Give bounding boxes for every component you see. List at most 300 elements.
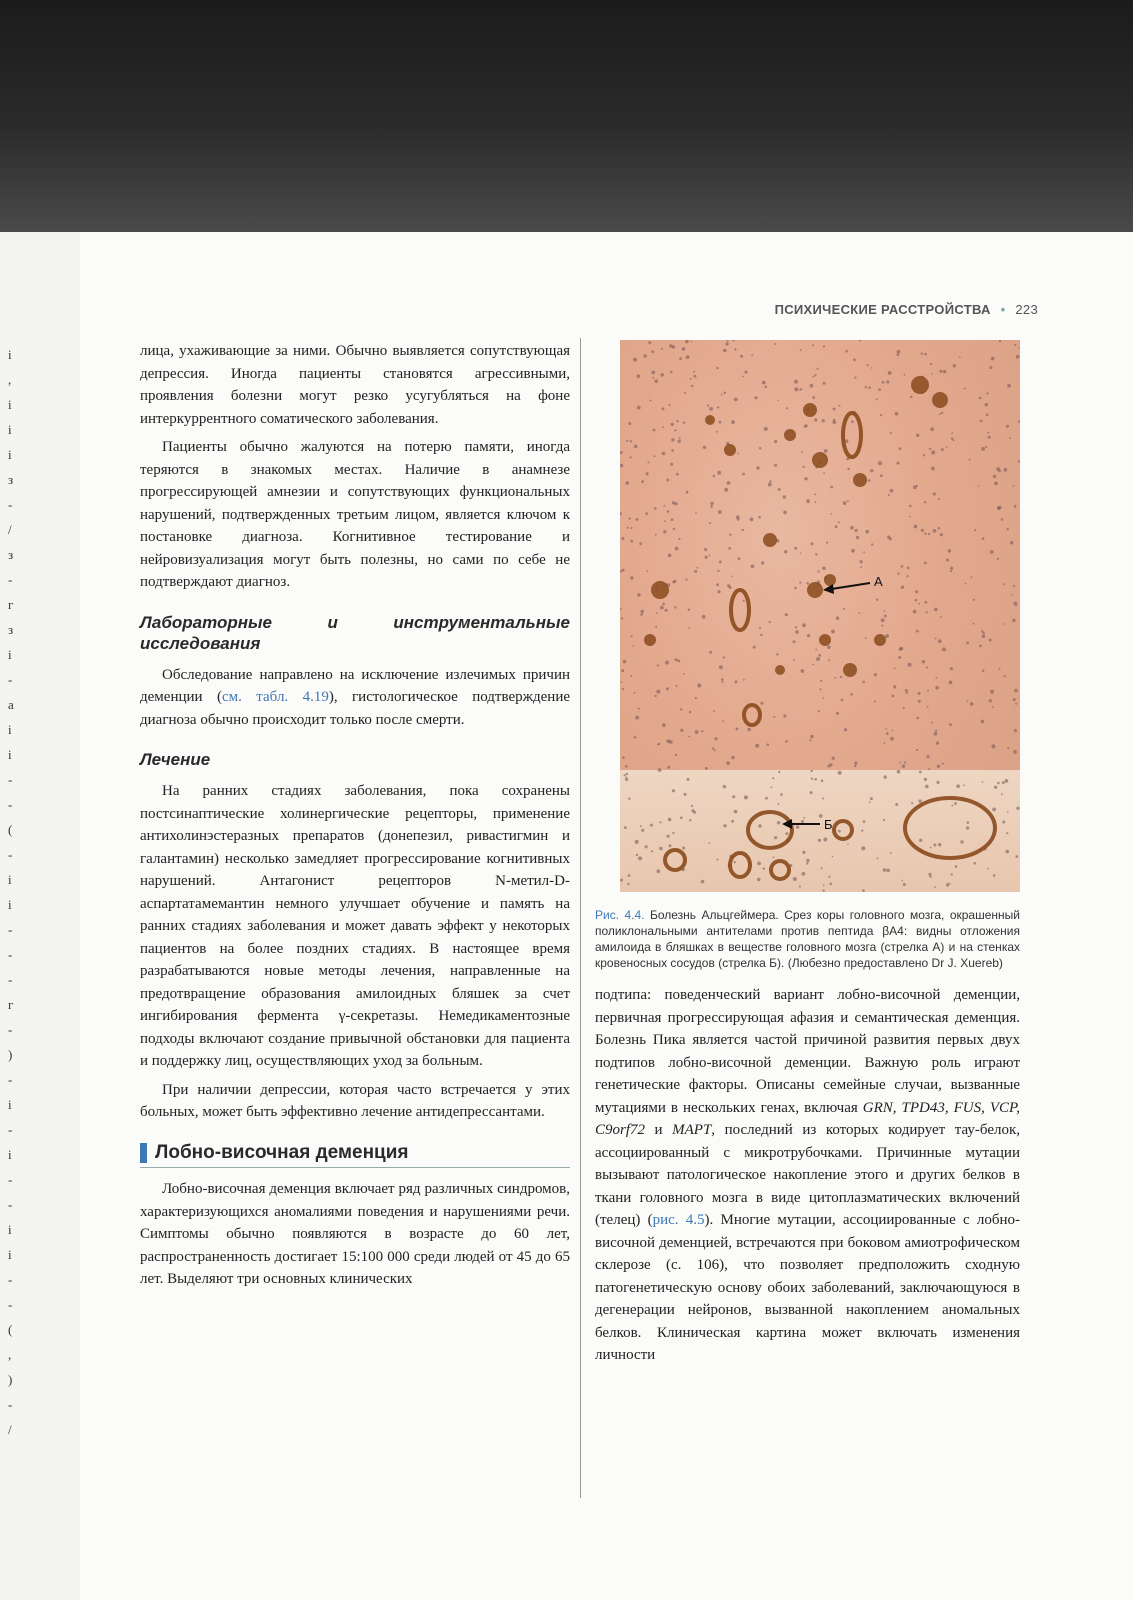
cell-nucleus <box>737 518 740 521</box>
cell-nucleus <box>679 357 682 360</box>
amyloid-plaque <box>763 533 777 547</box>
cell-nucleus <box>1007 384 1011 388</box>
cell-nucleus <box>667 766 670 769</box>
cell-nucleus <box>827 645 831 649</box>
cell-nucleus <box>951 873 953 875</box>
cell-nucleus <box>942 763 944 765</box>
blood-vessel <box>730 853 750 877</box>
cell-nucleus <box>882 381 885 384</box>
text-span: подтипа: поведенческий вариант лобно-височной деменции, первичная прогрессирующая афазия и семантическая деменция. Болезнь Пика является частой причиной развития первых двух подтипов лобно-височной деменции. Важную роль играют генетические факторы. Описаны семейные случаи, вызванные мутациями в нескольких генах, включая <box>595 987 1020 1116</box>
cell-nucleus <box>657 664 659 666</box>
cell-nucleus <box>778 803 780 805</box>
cell-nucleus <box>627 883 629 885</box>
margin-mark: і <box>8 1222 12 1237</box>
cell-nucleus <box>994 482 998 486</box>
cell-nucleus <box>709 555 711 557</box>
figure-reference-link[interactable]: рис. 4.5 <box>652 1212 705 1228</box>
cell-nucleus <box>840 676 842 678</box>
cell-nucleus <box>940 616 942 618</box>
cell-nucleus <box>888 371 892 375</box>
cell-nucleus <box>935 677 937 679</box>
section-heading-lab: Лабораторные и инструментальные исследования <box>140 612 570 653</box>
cell-nucleus <box>773 857 775 859</box>
cell-nucleus <box>732 795 735 798</box>
cell-nucleus <box>874 673 877 676</box>
cell-nucleus <box>870 797 873 800</box>
cell-nucleus <box>672 501 675 504</box>
cell-nucleus <box>679 437 681 439</box>
cell-nucleus <box>881 625 883 627</box>
cell-nucleus <box>823 697 825 699</box>
cell-nucleus <box>660 373 664 377</box>
cell-nucleus <box>841 699 844 702</box>
margin-mark: ( <box>8 822 13 837</box>
cell-nucleus <box>721 678 724 681</box>
margin-mark: / <box>8 1422 12 1437</box>
cell-nucleus <box>778 771 780 773</box>
cell-nucleus <box>1014 344 1016 346</box>
cell-nucleus <box>938 639 942 643</box>
cell-nucleus <box>665 661 669 665</box>
cell-nucleus <box>774 343 776 345</box>
cell-nucleus <box>737 453 739 455</box>
cell-nucleus <box>905 689 908 692</box>
cell-nucleus <box>722 720 724 722</box>
cell-nucleus <box>662 426 664 428</box>
blood-vessel <box>731 590 749 630</box>
cell-nucleus <box>897 770 901 774</box>
table-reference-link[interactable]: см. табл. 4.19 <box>221 689 329 705</box>
cell-nucleus <box>860 566 862 568</box>
cell-nucleus <box>734 861 736 863</box>
cell-nucleus <box>623 660 627 664</box>
cell-nucleus <box>722 681 724 683</box>
cell-nucleus <box>816 657 820 661</box>
cell-nucleus <box>688 627 690 629</box>
cell-nucleus <box>694 570 697 573</box>
cell-nucleus <box>973 599 975 601</box>
cell-nucleus <box>888 494 890 496</box>
cell-nucleus <box>1013 485 1015 487</box>
cell-nucleus <box>794 380 798 384</box>
cell-nucleus <box>1004 675 1006 677</box>
cell-nucleus <box>948 549 951 552</box>
cell-nucleus <box>823 382 826 385</box>
cell-nucleus <box>990 690 994 694</box>
cell-nucleus <box>778 488 781 491</box>
margin-mark: - <box>8 1122 13 1137</box>
cell-nucleus <box>709 651 712 654</box>
cell-nucleus <box>709 407 713 411</box>
cell-nucleus <box>620 451 623 454</box>
cell-nucleus <box>834 677 836 679</box>
margin-mark: - <box>8 1272 13 1287</box>
margin-mark: з <box>8 472 14 487</box>
cell-nucleus <box>999 668 1001 670</box>
cell-nucleus <box>981 447 985 451</box>
cell-nucleus <box>800 349 802 351</box>
cell-nucleus <box>823 345 825 347</box>
cell-nucleus <box>951 432 953 434</box>
cell-nucleus <box>669 344 673 348</box>
cell-nucleus <box>783 511 787 515</box>
cell-nucleus <box>635 840 639 844</box>
cell-nucleus <box>633 358 637 362</box>
cell-nucleus <box>933 492 936 495</box>
cell-nucleus <box>906 692 908 694</box>
cell-nucleus <box>765 385 768 388</box>
cell-nucleus <box>716 583 719 586</box>
cell-nucleus <box>640 825 642 827</box>
cell-nucleus <box>850 693 853 696</box>
cell-nucleus <box>1002 821 1005 824</box>
cell-nucleus <box>822 890 824 892</box>
margin-mark: - <box>8 672 13 687</box>
cell-nucleus <box>702 615 706 619</box>
cell-nucleus <box>953 364 956 367</box>
cell-nucleus <box>677 660 680 663</box>
cell-nucleus <box>785 740 788 743</box>
cell-nucleus <box>1002 781 1005 784</box>
cell-nucleus <box>729 534 731 536</box>
cell-nucleus <box>893 685 896 688</box>
cell-nucleus <box>651 371 655 375</box>
margin-mark: і <box>8 872 12 887</box>
cell-nucleus <box>974 529 976 531</box>
cell-nucleus <box>815 501 817 503</box>
cell-nucleus <box>651 850 653 852</box>
cell-nucleus <box>710 505 713 508</box>
cell-nucleus <box>833 408 836 411</box>
cell-nucleus <box>870 469 873 472</box>
amyloid-plaque <box>874 634 886 646</box>
cell-nucleus <box>878 461 882 465</box>
cell-nucleus <box>963 784 965 786</box>
cell-nucleus <box>967 821 970 824</box>
cell-nucleus <box>626 481 630 485</box>
cell-nucleus <box>828 659 830 661</box>
cell-nucleus <box>654 379 658 383</box>
cell-nucleus <box>890 432 892 434</box>
cell-nucleus <box>620 464 623 468</box>
cell-nucleus <box>726 761 730 765</box>
cell-nucleus <box>809 739 811 741</box>
margin-mark: - <box>8 1072 13 1087</box>
cell-nucleus <box>883 819 885 821</box>
cell-nucleus <box>691 805 693 807</box>
cell-nucleus <box>625 773 628 776</box>
cell-nucleus <box>865 637 867 639</box>
cell-nucleus <box>713 475 715 477</box>
cell-nucleus <box>862 889 865 892</box>
cell-nucleus <box>880 474 883 477</box>
amyloid-plaque <box>819 634 831 646</box>
scan-dark-background <box>0 0 1133 232</box>
cell-nucleus <box>934 608 938 612</box>
cell-nucleus <box>738 557 741 560</box>
margin-mark: і <box>8 422 12 437</box>
margin-mark: - <box>8 947 13 962</box>
cell-nucleus <box>835 525 838 528</box>
cell-nucleus <box>903 883 906 886</box>
cell-nucleus <box>644 354 647 357</box>
cell-nucleus <box>769 480 771 482</box>
cell-nucleus <box>1014 689 1018 693</box>
cell-nucleus <box>774 836 777 839</box>
cell-nucleus <box>939 370 942 373</box>
right-column <box>595 984 1020 1367</box>
cell-nucleus <box>793 640 796 643</box>
cell-nucleus <box>666 739 670 743</box>
cell-nucleus <box>654 695 656 697</box>
cell-nucleus <box>890 737 894 741</box>
cell-nucleus <box>747 728 751 732</box>
blood-vessel <box>665 850 685 870</box>
cell-nucleus <box>627 527 629 529</box>
cell-nucleus <box>694 375 697 378</box>
cell-nucleus <box>631 635 633 637</box>
cell-nucleus <box>918 692 921 695</box>
cell-nucleus <box>707 404 709 406</box>
margin-mark: - <box>8 1397 13 1412</box>
gene-list: GRN, TPD43, FUS, VCP, C9orf72 <box>595 1099 1020 1138</box>
cell-nucleus <box>930 363 932 365</box>
cell-nucleus <box>799 886 801 888</box>
cell-nucleus <box>959 356 961 358</box>
cell-nucleus <box>899 447 902 450</box>
cell-nucleus <box>714 749 716 751</box>
cell-nucleus <box>631 527 633 529</box>
cell-nucleus <box>938 843 941 846</box>
cell-nucleus <box>910 396 913 399</box>
cell-nucleus <box>909 505 912 508</box>
cell-nucleus <box>723 656 725 658</box>
paragraph: При наличии депрессии, которая часто встречается у этих больных, может быть эффективно лечение антидепрессантами. <box>140 1081 570 1120</box>
book-page <box>80 232 1133 1600</box>
cell-nucleus <box>727 481 731 485</box>
margin-mark: / <box>8 522 12 537</box>
blood-vessel <box>843 413 861 457</box>
cell-nucleus <box>796 825 799 828</box>
cell-nucleus <box>978 485 980 487</box>
cell-nucleus <box>911 802 913 804</box>
cell-nucleus <box>680 708 682 710</box>
cell-nucleus <box>1006 832 1008 834</box>
cell-nucleus <box>1012 619 1015 622</box>
cell-nucleus <box>941 412 943 414</box>
cell-nucleus <box>989 639 992 642</box>
cell-nucleus <box>923 454 925 456</box>
cell-nucleus <box>924 533 926 535</box>
cell-nucleus <box>1007 528 1009 530</box>
cell-nucleus <box>826 542 828 544</box>
cell-nucleus <box>684 392 686 394</box>
cell-nucleus <box>785 832 788 835</box>
cell-nucleus <box>668 818 672 822</box>
cell-nucleus <box>756 466 759 469</box>
cell-nucleus <box>820 680 822 682</box>
cell-nucleus <box>918 799 921 802</box>
cell-nucleus <box>658 768 662 772</box>
paragraph: Лобно-височная деменция включает ряд различных синдромов, характеризующихся аномалиями поведения и нарушениями речи. Симптомы обычно появляются в возрасте до 60 лет, распространенность достигает 15:100 000 среди людей от 45 до 65 лет. Выделяют три основных клинических <box>140 1181 570 1287</box>
running-head-separator: • <box>1000 302 1006 317</box>
cell-nucleus <box>675 754 677 756</box>
cell-nucleus <box>646 472 649 475</box>
cell-nucleus <box>803 466 805 468</box>
cell-nucleus <box>638 708 640 710</box>
cell-nucleus <box>897 573 899 575</box>
figure-caption <box>595 907 1020 971</box>
cell-nucleus <box>936 781 939 784</box>
cell-nucleus <box>743 679 745 681</box>
cell-nucleus <box>786 407 788 409</box>
cell-nucleus <box>673 528 675 530</box>
cell-nucleus <box>666 687 669 690</box>
page-number: 223 <box>1015 302 1038 317</box>
cell-nucleus <box>1013 698 1016 701</box>
margin-mark: з <box>8 622 14 637</box>
cell-nucleus <box>933 844 936 847</box>
cell-nucleus <box>915 590 918 593</box>
cell-nucleus <box>926 611 928 613</box>
cell-nucleus <box>714 737 717 740</box>
cell-nucleus <box>914 525 918 529</box>
cell-nucleus <box>794 587 797 590</box>
cell-nucleus <box>886 728 888 730</box>
cell-nucleus <box>757 862 761 866</box>
cell-nucleus <box>703 446 706 449</box>
cell-nucleus <box>751 564 755 568</box>
cell-nucleus <box>717 406 719 408</box>
margin-mark: і <box>8 747 12 762</box>
cell-nucleus <box>831 630 835 634</box>
cell-nucleus <box>931 373 933 375</box>
margin-mark: - <box>8 572 13 587</box>
cell-nucleus <box>916 485 918 487</box>
cell-nucleus <box>997 782 1000 785</box>
cell-nucleus <box>987 868 989 870</box>
cell-nucleus <box>827 765 830 768</box>
cell-nucleus <box>680 729 683 732</box>
cell-nucleus <box>682 347 686 351</box>
cell-nucleus <box>836 617 839 620</box>
cell-nucleus <box>731 820 734 823</box>
cell-nucleus <box>678 440 681 443</box>
cell-nucleus <box>639 542 642 545</box>
cell-nucleus <box>651 350 654 353</box>
cell-nucleus <box>942 647 946 651</box>
cell-nucleus <box>824 449 828 453</box>
cell-nucleus <box>743 600 745 602</box>
histology-image <box>620 340 1020 892</box>
cell-nucleus <box>993 475 996 478</box>
cell-nucleus <box>689 819 691 821</box>
cell-nucleus <box>705 767 708 770</box>
cell-nucleus <box>750 518 754 522</box>
cell-nucleus <box>727 340 729 342</box>
cell-nucleus <box>823 885 825 887</box>
cell-nucleus <box>723 824 726 827</box>
cell-nucleus <box>909 516 911 518</box>
cell-nucleus <box>695 697 697 699</box>
text-span: ). Многие мутации, ассоциированные с лобно-височной деменцией, встречаются при боковом амиотрофическом склерозе (с. 106), что позволяет предположить сходную патогенетическую основу обоих заболеваний, заключающуюся в дегенерации нейронов, вызванной накоплением аномальных белков. Клиническая картина может включать изменения личности <box>595 1212 1021 1363</box>
cell-nucleus <box>692 809 695 812</box>
cell-nucleus <box>979 645 982 648</box>
cell-nucleus <box>622 756 625 759</box>
cell-nucleus <box>801 451 803 453</box>
amyloid-plaque <box>932 392 948 408</box>
cell-nucleus <box>719 665 723 669</box>
cell-nucleus <box>931 722 933 724</box>
cell-nucleus <box>724 392 727 395</box>
cell-nucleus <box>814 494 816 496</box>
cell-nucleus <box>671 518 674 521</box>
cell-nucleus <box>713 710 715 712</box>
margin-mark: - <box>8 1297 13 1312</box>
cell-nucleus <box>938 498 940 500</box>
cell-nucleus <box>919 771 922 774</box>
cell-nucleus <box>953 439 955 441</box>
margin-mark: - <box>8 847 13 862</box>
cell-nucleus <box>820 688 822 690</box>
cell-nucleus <box>863 551 865 553</box>
cell-nucleus <box>866 364 868 366</box>
cell-nucleus <box>1005 779 1009 783</box>
cell-nucleus <box>815 553 817 555</box>
cell-nucleus <box>971 576 973 578</box>
cell-nucleus <box>719 561 722 564</box>
cell-nucleus <box>686 355 690 359</box>
cell-nucleus <box>717 471 721 475</box>
cell-nucleus <box>1006 425 1009 428</box>
cell-nucleus <box>839 405 841 407</box>
cell-nucleus <box>628 517 630 519</box>
cell-nucleus <box>659 847 663 851</box>
cell-nucleus <box>812 664 814 666</box>
cell-nucleus <box>1014 505 1017 508</box>
cell-nucleus <box>924 778 927 781</box>
cell-nucleus <box>675 429 677 431</box>
cell-nucleus <box>723 349 727 353</box>
cell-nucleus <box>946 883 950 887</box>
margin-mark: і <box>8 447 12 462</box>
cell-nucleus <box>794 387 798 391</box>
cell-nucleus <box>709 842 711 844</box>
cell-nucleus <box>915 599 918 602</box>
cell-nucleus <box>829 883 832 886</box>
cell-nucleus <box>854 377 856 379</box>
cell-nucleus <box>993 874 996 877</box>
amyloid-plaque <box>651 581 669 599</box>
paragraph <box>140 664 570 732</box>
cell-nucleus <box>991 744 995 748</box>
cell-nucleus <box>760 702 763 705</box>
cell-nucleus <box>805 424 808 427</box>
margin-mark: - <box>8 922 13 937</box>
cell-nucleus <box>950 567 953 570</box>
cell-nucleus <box>818 654 821 657</box>
cell-nucleus <box>981 720 985 724</box>
cell-nucleus <box>871 367 873 369</box>
cell-nucleus <box>899 648 902 651</box>
cell-nucleus <box>655 534 657 536</box>
cell-nucleus <box>630 456 632 458</box>
cell-nucleus <box>621 669 624 672</box>
cell-nucleus <box>625 776 627 778</box>
cell-nucleus <box>767 743 770 746</box>
margin-mark: г <box>8 597 14 612</box>
margin-mark: - <box>8 497 13 512</box>
